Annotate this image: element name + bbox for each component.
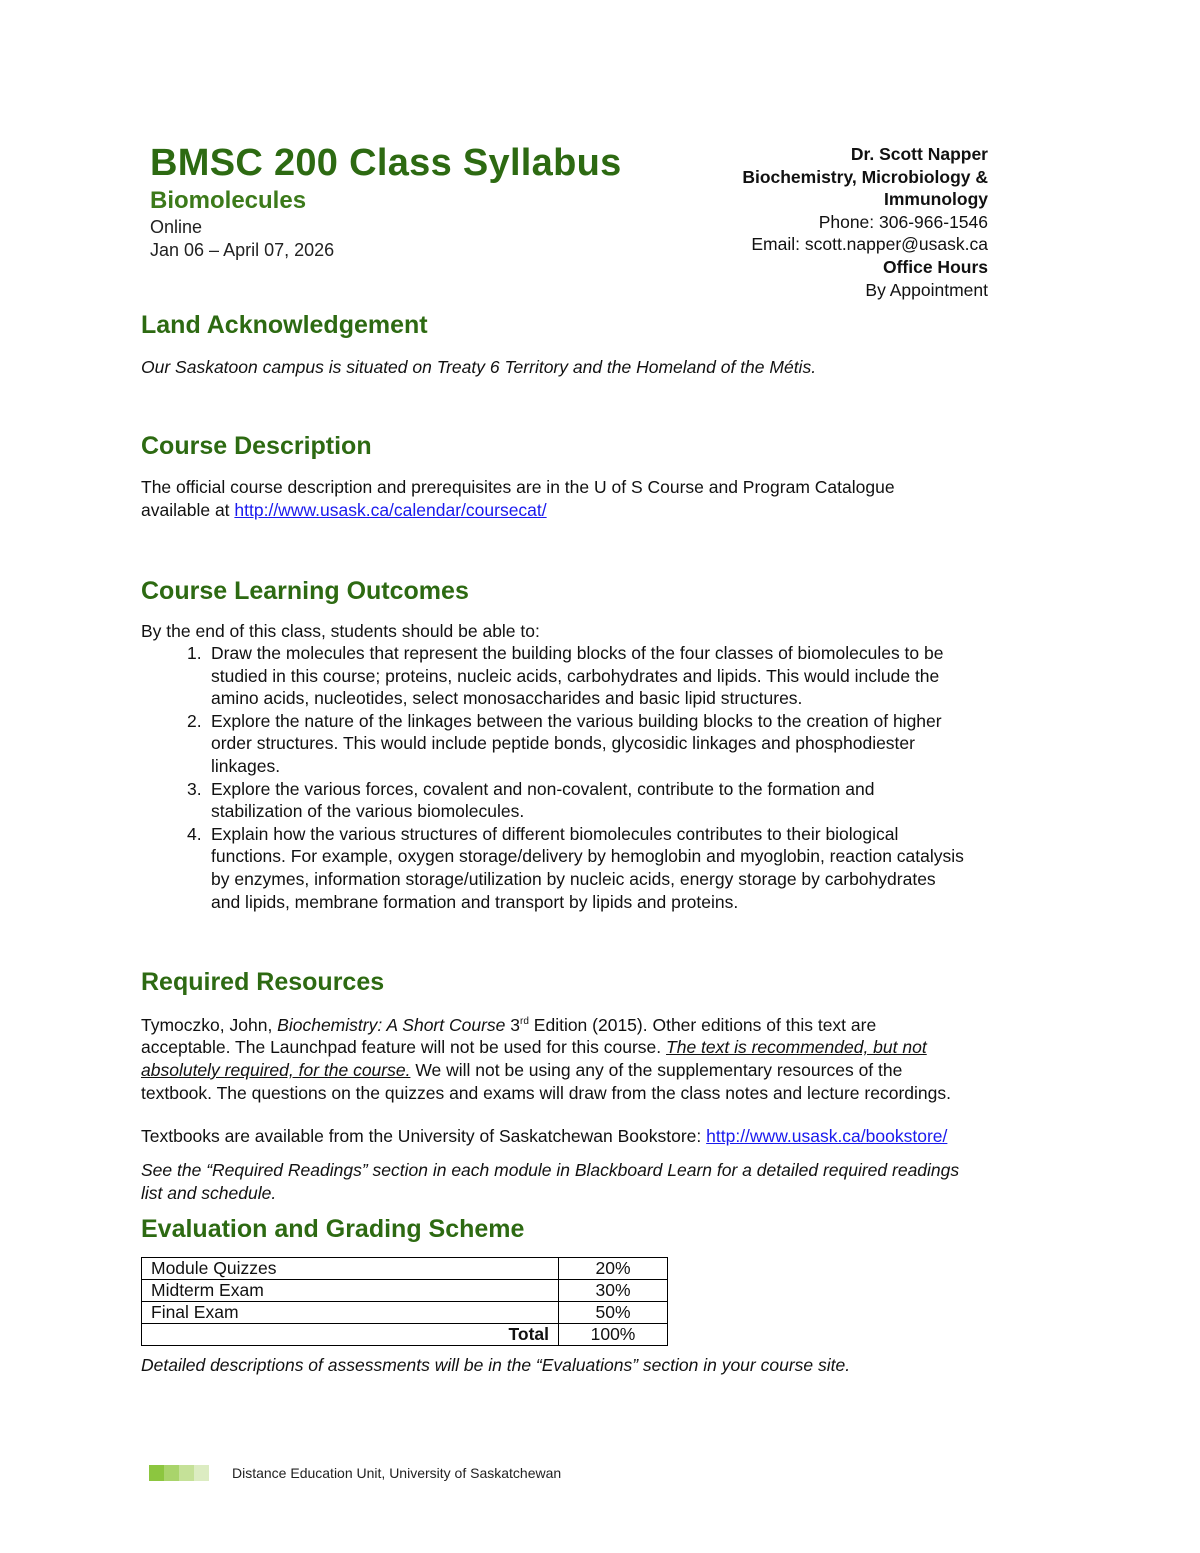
office-hours-label: Office Hours [882,256,988,277]
learning-outcome-number: 2. [187,710,202,731]
textbook-paragraph [141,1011,1071,1104]
grading-table [141,1257,668,1346]
learning-outcomes-intro: By the end of this class, students should be able to: [141,621,540,641]
learning-outcome-line: Draw the molecules that represent the building blocks of the four classes of biomolecules to be [211,643,944,663]
course-description-text [141,476,1071,521]
textbook-author: Tymoczko, John, [141,1014,278,1035]
instructor-email: Email: scott.napper@usask.ca [751,234,988,255]
delivery-mode: Online [150,217,203,237]
textbook-edition-suffix: rd [520,1016,529,1027]
course-description-heading: Course Description [141,432,372,460]
bookstore-link[interactable]: http://www.usask.ca/bookstore/ [706,1126,948,1146]
grading-row [142,1302,668,1324]
learning-outcome-item [141,823,1071,913]
learning-outcome-line: studied in this course; proteins, nucleic acids, carbohydrates and lipids. This would include the [211,665,940,686]
land-acknowledgement-text: Our Saskatoon campus is situated on Treaty 6 Territory and the Homeland of the Métis. [141,357,817,377]
learning-outcomes-list [141,642,1071,913]
grading-item: Final Exam [142,1302,559,1324]
footer-text: Distance Education Unit, University of Saskatchewan [232,1465,562,1481]
learning-outcome-line: by enzymes, information storage/utilization by nucleic acids, energy storage by carbohydrates [211,868,936,889]
learning-outcome-number: 4. [187,823,202,844]
footer-color-block [149,1465,164,1481]
grading-weight: 20% [559,1258,668,1280]
bookstore-text: Textbooks are available from the University of Saskatchewan Bookstore: [141,1126,707,1146]
learning-outcome-line: stabilization of the various biomolecules. [211,801,525,822]
land-acknowledgement-heading: Land Acknowledgement [141,311,428,339]
learning-outcome-number: 1. [187,643,202,663]
required-resources-heading: Required Resources [141,968,385,996]
grading-heading: Evaluation and Grading Scheme [141,1215,525,1243]
course-catalogue-link[interactable]: http://www.usask.ca/calendar/coursecat/ [234,499,547,520]
learning-outcome-number: 3. [187,778,202,799]
learning-outcome-item [141,778,1071,823]
learning-outcome-text [211,710,1071,778]
learning-outcome-text [211,823,1071,913]
department-line-1: Biochemistry, Microbiology & [742,166,988,187]
assessment-note: Detailed descriptions of assessments will be in the “Evaluations” section in your course site. [141,1355,851,1375]
grading-weight: 30% [559,1280,668,1302]
learning-outcome-line: Explore the nature of the linkages between the various building blocks to the creation of higher [211,710,942,731]
learning-outcome-line: and lipids, membrane formation and transport by lipids and proteins. [211,891,739,912]
grading-weight: 50% [559,1302,668,1324]
footer-color-block [194,1465,209,1481]
learning-outcome-line: linkages. [211,755,281,776]
course-dates: Jan 06 – April 07, 2026 [150,240,335,260]
learning-outcome-item [141,710,1071,778]
page-title: BMSC 200 Class Syllabus [150,142,622,184]
supplementary-note: We will not be using any of the supplementary resources of the [410,1060,903,1081]
learning-outcome-line: order structures. This would include peptide bonds, glycosidic linkages and phosphodiester [211,733,915,754]
learning-outcome-text [211,642,1071,710]
department-line-2: Immunology [883,189,988,210]
textbook-edition-number: 3 [505,1014,521,1035]
grading-row [142,1258,668,1280]
recommended-note-part-1: The text is recommended, but not [666,1037,927,1058]
bookstore-paragraph [141,1125,1071,1148]
recommended-note-part-2: absolutely required, for the course. [141,1060,411,1081]
instructor-name: Dr. Scott Napper [850,144,988,164]
launchpad-note: acceptable. The Launchpad feature will not be used for this course. [141,1037,667,1058]
instructor-phone: Phone: 306-966-1546 [818,211,988,232]
office-hours-value: By Appointment [865,279,988,300]
grading-row [142,1280,668,1302]
learning-outcome-item [141,642,1071,710]
required-readings-line-1: See the “Required Readings” section in each module in Blackboard Learn for a detailed required readings [141,1160,960,1180]
instructor-contact [742,143,988,301]
footer-color-block [179,1465,194,1481]
footer-color-block [164,1465,179,1481]
grading-total-label: Total [142,1324,559,1346]
required-readings-note [141,1159,1071,1204]
learning-outcome-line: amino acids, nucleotides, select monosaccharides and basic lipid structures. [211,688,803,709]
grading-total-row [142,1324,668,1346]
grading-total-value: 100% [559,1324,668,1346]
learning-outcome-text [211,778,1071,823]
learning-outcome-line: Explore the various forces, covalent and non-covalent, contribute to the formation and [211,778,875,799]
textbook-title: Biochemistry: A Short Course [277,1014,506,1035]
grading-item: Midterm Exam [142,1280,559,1302]
quizzes-note: textbook. The questions on the quizzes and exams will draw from the class notes and lecture recordings. [141,1082,951,1103]
grading-item: Module Quizzes [142,1258,559,1280]
footer-color-bar [149,1465,209,1481]
required-readings-line-2: list and schedule. [141,1182,277,1203]
course-description-prefix: available at [141,499,235,520]
learning-outcomes-heading: Course Learning Outcomes [141,577,469,605]
learning-outcome-line: functions. For example, oxygen storage/delivery by hemoglobin and myoglobin, reaction catalysis [211,846,964,867]
course-subtitle: Biomolecules [150,187,307,214]
learning-outcome-line: Explain how the various structures of different biomolecules contributes to their biological [211,823,899,844]
course-description-line-1: The official course description and prerequisites are in the U of S Course and Program Catalogue [141,477,895,497]
textbook-edition-text: Edition (2015). Other editions of this text are [528,1014,877,1035]
